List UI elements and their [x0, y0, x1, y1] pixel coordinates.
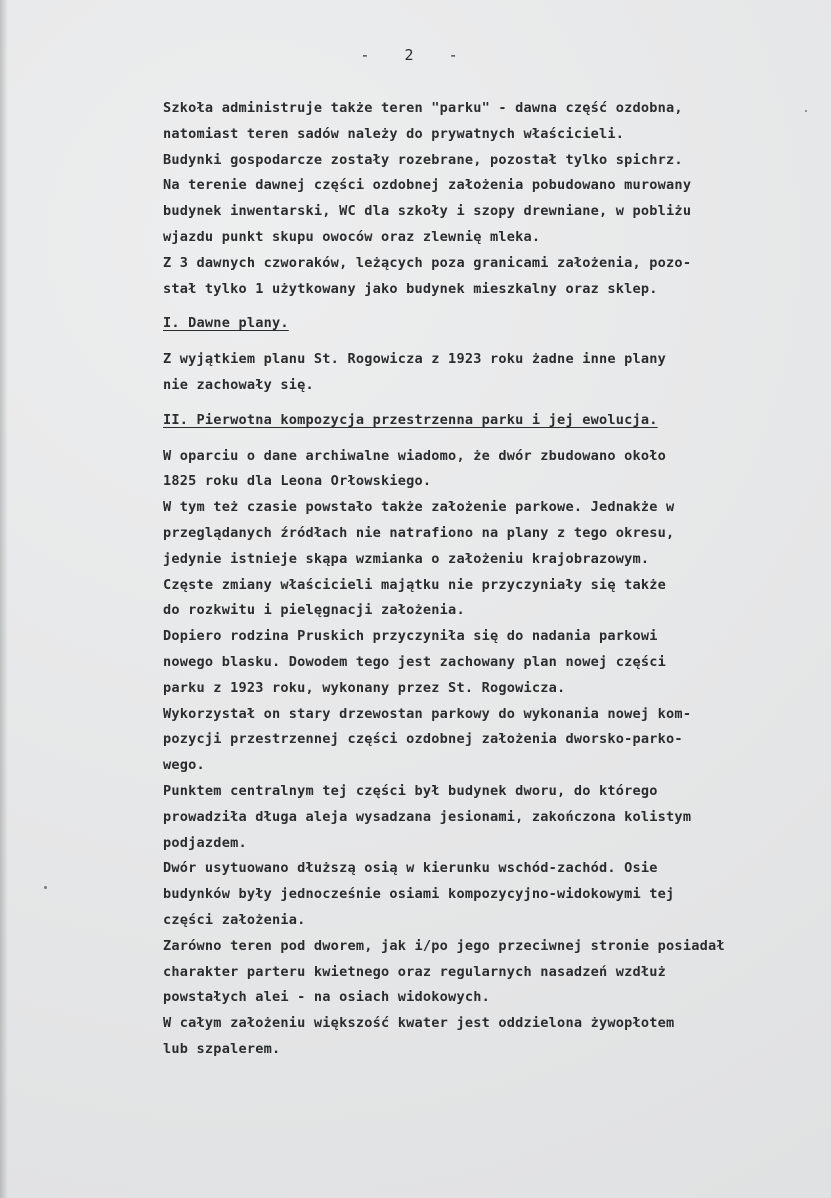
text-line: nowego blasku. Dowodem tego jest zachowany plan nowej części	[163, 653, 667, 670]
document-body	[163, 96, 823, 1063]
text-line: Dopiero rodzina Pruskich przyczyniła się do nadania parkowi	[163, 628, 658, 645]
text-line: natomiast teren sadów należy do prywatnych właścicieli.	[163, 125, 625, 142]
text-line: W tym też czasie powstało także założenie parkowe. Jednakże w	[163, 499, 675, 516]
text-line: jedynie istnieje skąpa wzmianka o założeniu krajobrazowym.	[163, 550, 650, 567]
text-line: Punktem centralnym tej części był budynek dworu, do którego	[163, 782, 658, 799]
section-heading-dawne-plany: I. Dawne plany.	[163, 315, 289, 332]
text-line: parku z 1923 roku, wykonany przez St. Rogowicza.	[163, 679, 566, 696]
text-line: nie zachowały się.	[163, 376, 314, 393]
text-line: stał tylko 1 użytkowany jako budynek mieszkalny oraz sklep.	[163, 280, 658, 297]
text-line: W całym założeniu większość kwater jest oddzielona żywopłotem	[163, 1015, 675, 1032]
section-2-text	[163, 444, 823, 1063]
text-line: do rozkwitu i pielęgnacji założenia.	[163, 602, 465, 619]
text-line: Zarówno teren pod dworem, jak i/po jego przeciwnej stronie posiadał	[163, 937, 725, 954]
text-line: charakter parteru kwietnego oraz regularnych nasadzeń wzdłuż	[163, 963, 667, 980]
text-line: Z wyjątkiem planu St. Rogowicza z 1923 roku żadne inne plany	[163, 351, 667, 368]
paper-speck	[44, 886, 47, 889]
text-line: Wykorzystał on stary drzewostan parkowy do wykonania nowej kom-	[163, 705, 692, 722]
text-line: przeglądanych źródłach nie natrafiono na plany z tego okresu,	[163, 524, 675, 541]
text-line: 1825 roku dla Leona Orłowskiego.	[163, 473, 432, 490]
text-line: podjazdem.	[163, 834, 247, 851]
page-edge-shadow	[0, 0, 8, 1198]
text-line: Z 3 dawnych czworaków, leżących poza granicami założenia, pozo-	[163, 254, 692, 271]
text-line: wego.	[163, 757, 205, 774]
text-line: Szkoła administruje także teren "parku" - dawna część ozdobna,	[163, 100, 683, 116]
text-line: budynek inwentarski, WC dla szkoły i szopy drewniane, w pobliżu	[163, 203, 692, 220]
text-line: prowadziła długa aleja wysadzana jesionami, zakończona kolistym	[163, 808, 692, 825]
text-line: Na terenie dawnej części ozdobnej założenia pobudowano murowany	[163, 177, 692, 194]
text-line: budynków były jednocześnie osiami kompozycyjno-widokowymi tej	[163, 886, 675, 903]
section-heading-kompozycja: II. Pierwotna kompozycja przestrzenna parku i jej ewolucja.	[163, 411, 658, 428]
text-line: lub szpalerem.	[163, 1040, 281, 1057]
text-line: W oparciu o dane archiwalne wiadomo, że dwór zbudowano około	[163, 447, 667, 464]
text-line: powstałych alei - na osiach widokowych.	[163, 989, 490, 1006]
text-line: pozycji przestrzennej części ozdobnej założenia dworsko-parko-	[163, 731, 683, 748]
text-line: Częste zmiany właścicieli majątku nie przyczyniały się także	[163, 576, 667, 593]
section-1-text	[163, 347, 823, 399]
intro-paragraph	[163, 96, 823, 302]
text-line: Budynki gospodarcze zostały rozebrane, pozostał tylko spichrz.	[163, 151, 683, 168]
page-number: - 2 -	[360, 46, 460, 64]
text-line: wjazdu punkt skupu owoców oraz zlewnię mleka.	[163, 228, 541, 245]
text-line: części założenia.	[163, 911, 306, 928]
text-line: Dwór usytuowano dłuższą osią w kierunku wschód-zachód. Osie	[163, 860, 658, 877]
